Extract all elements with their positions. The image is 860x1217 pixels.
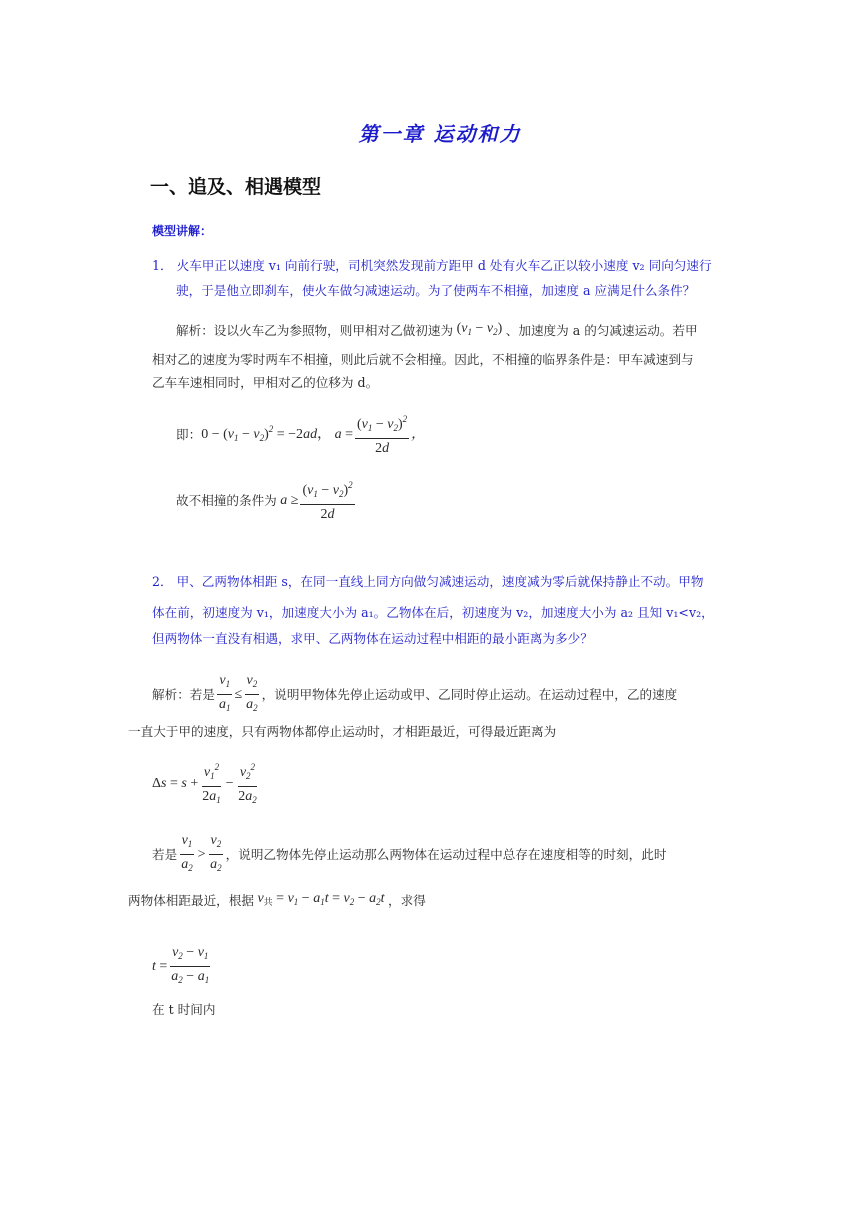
condition-prefix: 故不相撞的条件为: [176, 492, 277, 508]
time-equation: t = $\frac{v_2 - v_1}{a_2 - a_1}$: [152, 944, 213, 989]
problem-1-line-2: 驶，于是他立即刹车，使火车做匀减速运动。为了使两车不相撞，加速度 a 应满足什么条件？: [176, 283, 696, 298]
case-1-suffix: ，说明甲物体先停止运动或甲、乙同时停止运动。在运动过程中，乙的速度: [261, 687, 678, 702]
case-1-prefix: 解析：若是: [152, 687, 215, 702]
common-velocity-equation: $v_共 = v_1 - a_1t = v_2 - a_2t$: [253, 891, 389, 907]
chapter-title: 第一章 运动和力: [358, 122, 522, 146]
case-1-fraction-left: $\frac{v_1}{a_1}$: [218, 673, 231, 713]
solution-1-line-3: 乙车车速相同时，甲相对乙的位移为 d。: [152, 375, 379, 390]
min-distance-equation: Δs = s + $\frac{v_1^2}{2a_1}$ − $\frac{v_2^2}{2a_2}$: [152, 758, 261, 809]
solution-2-case-1: 解析：若是 $\frac{v_1}{a_1}$ ≤ $\frac{v_2}{a_2}$ ，说明甲物体先停止运动或甲、乙同时停止运动。在运动过程中，乙的速度: [152, 672, 677, 717]
solution-1-text-b: 、加速度为 a 的匀减速运动。若甲: [505, 323, 698, 338]
case-2-fraction-right: $\frac{v_2}{a_2}$: [210, 833, 222, 873]
case-1-fraction-right: $\frac{v_2}{a_2}$: [246, 673, 258, 713]
section-title: 一、追及、相遇模型: [150, 176, 322, 198]
equation-1-prefix: 即：: [176, 426, 202, 442]
problem-2-line-1: 2． 甲、乙两物体相距 s，在同一直线上同方向做匀减速运动，速度减为零后就保持静止不动。甲物: [152, 574, 704, 589]
line-4-suffix: ，求得: [388, 893, 426, 908]
problem-1-line-1: 1． 火车甲正以速度 v₁ 向前行驶，司机突然发现前方距甲 d 处有火车乙正以较小速度 v₂ 同向匀速行: [152, 258, 712, 273]
equation-1-fraction: $\frac{(v_1 - v_2)^2}{2d}$: [355, 410, 409, 458]
condition-fraction: $\frac{(v_1 - v_2)^2}{2d}$: [300, 476, 354, 524]
time-fraction: $\frac{v_2 - v_1}{a_2 - a_1}$: [171, 945, 210, 985]
problem-2-line-2: 体在前，初速度为 v₁，加速度大小为 a₁。乙物体在后，初速度为 v₂，加速度大小为 a₂ 且知 v₁<v₂，: [152, 605, 714, 620]
solution-1-text-a: 解析：设以火车乙为参照物，则甲相对乙做初速为: [176, 323, 454, 338]
no-collision-condition: [176, 476, 357, 524]
relative-initial-velocity-expr: $(v_1 - v_2)$: [456, 321, 503, 337]
solution-1-line-1: [176, 316, 698, 345]
solution-2-line-2: 一直大于甲的速度，只有两物体都停止运动时，才相距最近，可得最近距离为: [128, 724, 557, 739]
problem-2-line-3: 但两物体一直没有相遇，求甲、乙两物体在运动过程中相距的最小距离为多少？: [152, 631, 593, 646]
condition-inequality: a ≥: [276, 492, 299, 508]
model-explanation-label: 模型讲解：: [152, 224, 213, 238]
case-2-fraction-left: $\frac{v_1}{a_2}$: [181, 833, 193, 873]
min-distance-fraction-1: $\frac{v_1^2}{2a_1}$: [200, 758, 223, 809]
equation-1: 即： $0 - (v_1 - v_2)^2 = -2ad$， a = $\frac{(v_1 - v_2)^2}{2d}$ ，: [176, 410, 425, 458]
case-2-prefix: 若是: [152, 847, 178, 862]
solution-1-line-2: 相对乙的速度为零时两车不相撞，则此后就不会相撞。因此，不相撞的临界条件是：甲车减速到与: [152, 352, 694, 367]
line-4-prefix: 两物体相距最近，根据: [128, 893, 254, 908]
solution-2-last-line: 在 t 时间内: [152, 1002, 216, 1017]
case-2-suffix: ，说明乙物体先停止运动那么两物体在运动过程中总存在速度相等的时刻，此时: [225, 847, 667, 862]
min-distance-fraction-2: $\frac{v_2^2}{2a_2}$: [236, 758, 259, 809]
solution-2-line-4: [128, 886, 426, 915]
solution-2-case-2: 若是 $\frac{v_1}{a_2}$ > $\frac{v_2}{a_2}$ ，说明乙物体先停止运动那么两物体在运动过程中总存在速度相等的时刻，此时: [152, 832, 666, 877]
equation-1-expression: $0 - (v_1 - v_2)^2 = -2ad$， a =: [201, 424, 353, 443]
